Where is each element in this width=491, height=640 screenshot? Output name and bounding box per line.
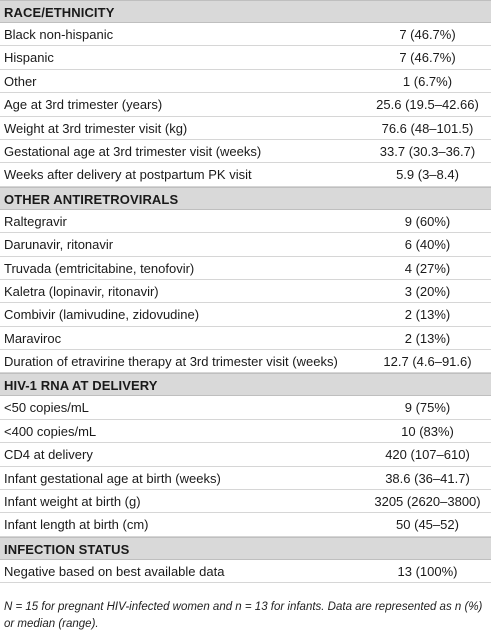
table-row <box>0 70 491 93</box>
table-row <box>0 210 491 233</box>
table-row <box>0 117 491 140</box>
table-row <box>0 280 491 303</box>
table-row <box>0 396 491 419</box>
section-header: HIV-1 RNA AT DELIVERY <box>0 373 491 396</box>
table-row <box>0 420 491 443</box>
table-row <box>0 163 491 186</box>
table-row <box>0 257 491 280</box>
section-header: INFECTION STATUS <box>0 537 491 560</box>
table-row <box>0 303 491 326</box>
row-label: Maraviroc <box>4 330 62 346</box>
row-value: 6 (40%) <box>404 237 451 253</box>
row-label: Hispanic <box>4 50 54 66</box>
row-label: Raltegravir <box>4 213 67 229</box>
row-value: 25.6 (19.5–42.66) <box>376 97 479 113</box>
row-value: 2 (13%) <box>404 307 451 323</box>
row-label: <400 copies/mL <box>4 423 97 439</box>
row-value: 9 (75%) <box>404 400 451 416</box>
row-value: 4 (27%) <box>404 260 451 276</box>
row-value: 9 (60%) <box>404 213 451 229</box>
row-value: 2 (13%) <box>404 330 451 346</box>
table-row <box>0 443 491 466</box>
row-label: Combivir (lamivudine, zidovudine) <box>4 307 200 323</box>
table-row <box>0 327 491 350</box>
table-row <box>0 93 491 116</box>
row-label: Weight at 3rd trimester visit (kg) <box>4 120 188 136</box>
table-row <box>0 560 491 583</box>
row-label: CD4 at delivery <box>4 447 93 463</box>
row-label: Kaletra (lopinavir, ritonavir) <box>4 283 159 299</box>
row-label: Darunavir, ritonavir <box>4 237 114 253</box>
row-value: 1 (6.7%) <box>402 73 453 89</box>
row-label: Infant weight at birth (g) <box>4 494 141 510</box>
row-value: 76.6 (48–101.5) <box>381 120 474 136</box>
table-row <box>0 513 491 536</box>
table-row <box>0 350 491 373</box>
row-value: 7 (46.7%) <box>399 50 456 66</box>
table-row <box>0 46 491 69</box>
row-value: 12.7 (4.6–91.6) <box>383 354 472 370</box>
row-value: 7 (46.7%) <box>399 27 456 42</box>
section-header: OTHER ANTIRETROVIRALS <box>0 187 491 210</box>
row-label: Age at 3rd trimester (years) <box>4 97 163 113</box>
row-value: 420 (107–610) <box>385 447 470 463</box>
row-label: Infant gestational age at birth (weeks) <box>4 470 221 486</box>
row-label: Negative based on best available data <box>4 563 225 579</box>
table-row <box>0 233 491 256</box>
row-value: 3205 (2620–3800) <box>374 494 481 510</box>
row-value: 38.6 (36–41.7) <box>385 470 470 486</box>
row-label: Other <box>4 73 37 89</box>
row-label: Infant length at birth (cm) <box>4 517 149 533</box>
row-label: Truvada (emtricitabine, tenofovir) <box>4 260 195 276</box>
row-value: 10 (83%) <box>401 423 454 439</box>
table-row <box>0 140 491 163</box>
row-label: Duration of etravirine therapy at 3rd trimester visit (weeks) <box>4 354 338 370</box>
row-label: Weeks after delivery at postpartum PK visit <box>4 167 252 183</box>
row-value: 5.9 (3–8.4) <box>396 167 459 183</box>
row-label: Black non-hispanic <box>4 27 114 42</box>
row-value: 33.7 (30.3–36.7) <box>379 143 476 159</box>
row-value: 50 (45–52) <box>396 517 459 533</box>
table-row <box>0 490 491 513</box>
table-footnote: N = 15 for pregnant HIV-infected women and n = 13 for infants. Data are represented as n (%) or median (range). <box>4 601 483 631</box>
row-label: Gestational age at 3rd trimester visit (weeks) <box>4 143 262 159</box>
row-value: 13 (100%) <box>397 563 458 579</box>
table-row <box>0 467 491 490</box>
row-label: <50 copies/mL <box>4 400 89 416</box>
row-value: 3 (20%) <box>404 283 451 299</box>
table-row <box>0 23 491 46</box>
section-header: RACE/ETHNICITY <box>0 0 491 23</box>
